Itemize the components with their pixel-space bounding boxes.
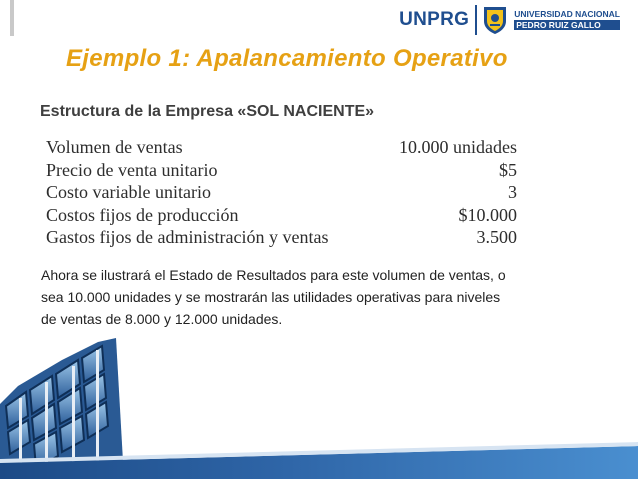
slide-subtitle: Estructura de la Empresa «SOL NACIENTE»	[40, 103, 375, 120]
row-value: $10.000	[458, 204, 517, 225]
row-label: Costo variable unitario	[46, 182, 211, 202]
corner-accent-line	[10, 0, 14, 36]
table-row	[46, 226, 517, 249]
paragraph-line: sea 10.000 unidades y se mostrarán las utilidades operativas para niveles	[41, 289, 501, 305]
table-row	[46, 181, 517, 204]
row-label: Costos fijos de producción	[46, 204, 239, 225]
body-paragraph	[41, 264, 601, 330]
row-label: Precio de venta unitario	[46, 159, 218, 180]
university-name	[514, 10, 620, 31]
table-row	[46, 136, 517, 159]
table-row	[46, 159, 517, 182]
university-seal-icon	[482, 5, 508, 35]
university-name-line2: PEDRO RUIZ GALLO	[514, 20, 620, 31]
row-value: 3	[508, 182, 517, 202]
paragraph-line: de ventas de 8.000 y 12.000 unidades.	[41, 311, 283, 327]
paragraph-line: Ahora se ilustrará el Estado de Resultados para este volumen de ventas, o	[41, 267, 506, 283]
table-row	[46, 204, 517, 227]
row-label: Gastos fijos de administración y ventas	[46, 227, 329, 247]
building-decoration-image	[0, 338, 638, 479]
university-name-line1: UNIVERSIDAD NACIONAL	[514, 8, 620, 19]
company-structure-table	[46, 136, 517, 249]
row-value: 10.000 unidades	[399, 137, 517, 157]
logo-text: UNPRG	[399, 9, 470, 30]
row-label: Volumen de ventas	[46, 137, 183, 157]
row-value: $5	[499, 159, 517, 180]
row-value: 3.500	[476, 227, 517, 247]
slide-title: Ejemplo 1: Apalancamiento Operativo	[66, 45, 508, 72]
logo-separator	[475, 5, 477, 35]
university-logo	[399, 4, 620, 36]
